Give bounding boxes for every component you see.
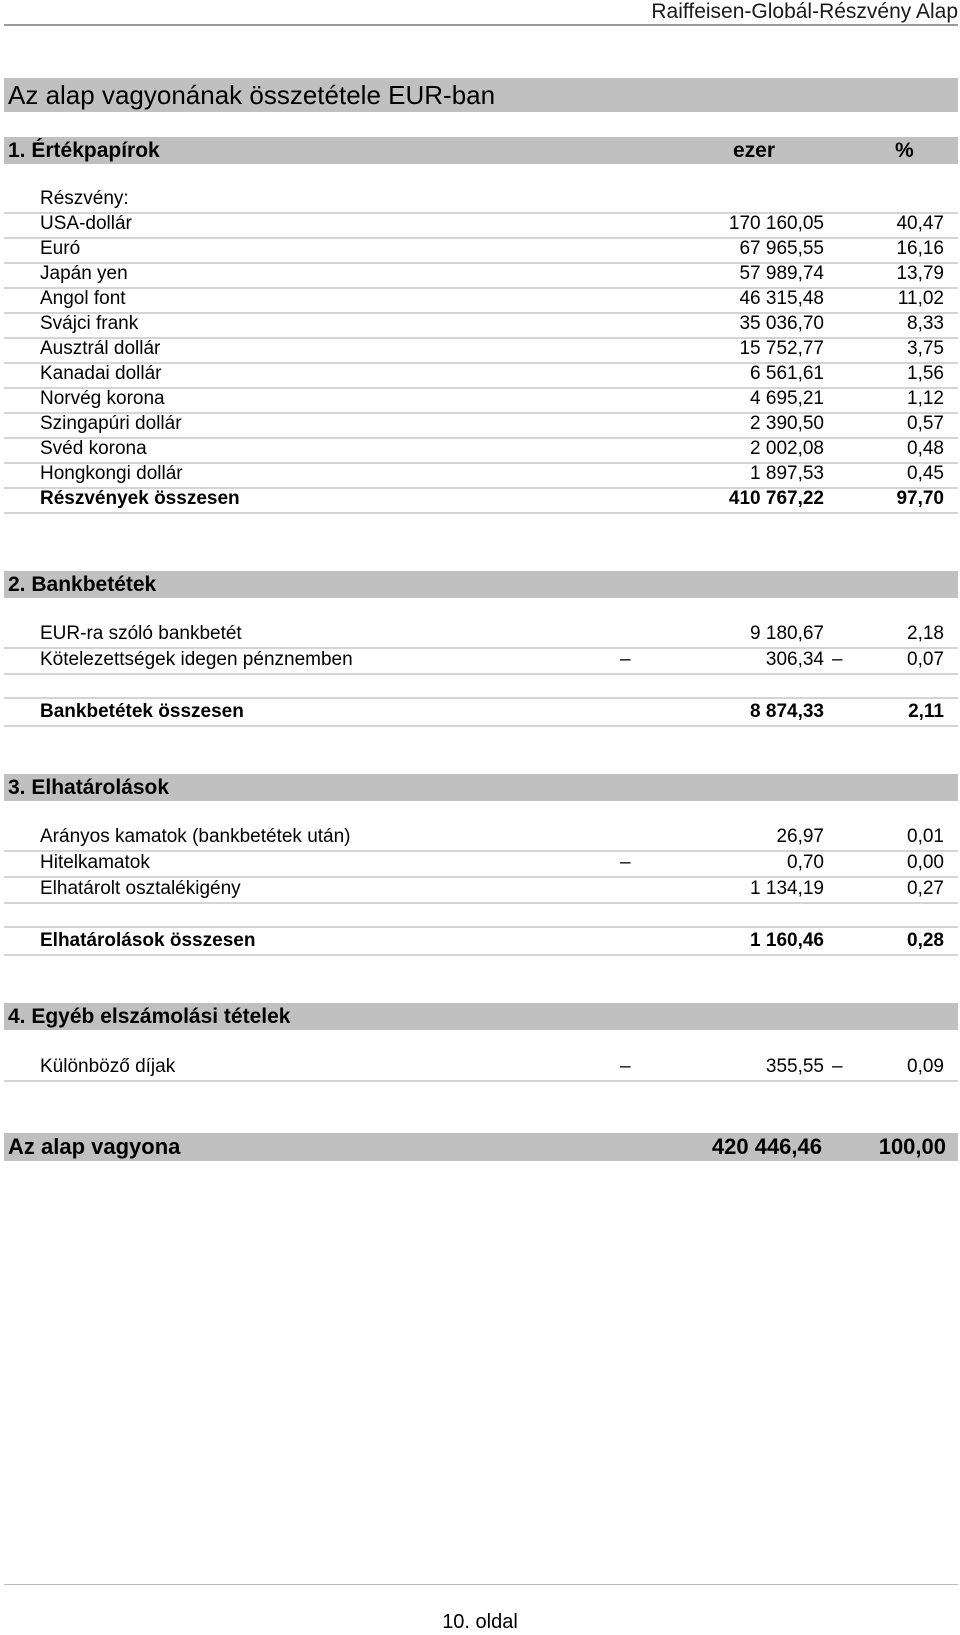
minus-sign-amount: – [620, 852, 631, 873]
total-label: Részvények összesen [40, 488, 240, 509]
total-label: Elhatárolások összesen [40, 930, 256, 951]
table-row [4, 311, 958, 339]
row-label: Japán yen [40, 263, 128, 284]
row-amount: 0,70 [787, 852, 824, 873]
row-amount: 9 180,67 [750, 623, 824, 644]
page-number: 10. oldal [442, 1611, 518, 1633]
row-label: Kötelezettségek idegen pénznemben [40, 649, 353, 670]
row-amount: 355,55 [765, 1056, 824, 1077]
section-header-accruals [4, 774, 958, 801]
main-title-band [4, 78, 958, 112]
row-amount: 57 989,74 [739, 263, 824, 284]
row-label: Svájci frank [40, 313, 139, 334]
row-amount: 306,34 [765, 649, 824, 670]
table-row [4, 1054, 958, 1082]
table-row [4, 850, 958, 878]
row-label: Euró [40, 238, 81, 259]
row-amount: 1 897,53 [750, 463, 824, 484]
row-percent: 1,12 [907, 388, 944, 409]
table-row [4, 436, 958, 464]
section-header-other-settlements [4, 1003, 958, 1030]
minus-sign-amount: – [620, 1056, 631, 1077]
row-label: Részvény: [40, 188, 129, 209]
row-percent: 11,02 [897, 288, 944, 309]
table-row [4, 876, 958, 904]
total-amount: 1 160,46 [750, 930, 824, 951]
table-row [4, 386, 958, 414]
row-amount: 1 134,19 [750, 878, 824, 899]
row-percent: 8,33 [907, 313, 944, 334]
table-row [4, 621, 958, 649]
row-amount: 15 752,77 [739, 338, 824, 359]
row-label: USA-dollár [40, 213, 132, 234]
row-amount: 26,97 [776, 826, 824, 847]
section-title: 1. Értékpapírok [8, 139, 160, 162]
minus-sign-percent: – [832, 649, 843, 670]
row-label: Svéd korona [40, 438, 147, 459]
row-label: EUR-ra szóló bankbetét [40, 623, 242, 644]
row-percent: 40,47 [896, 213, 944, 234]
section-title: 4. Egyéb elszámolási tételek [8, 1005, 291, 1028]
row-label: Hitelkamatok [40, 852, 150, 873]
section-title: 3. Elhatárolások [8, 776, 170, 799]
total-amount: 8 874,33 [750, 701, 824, 722]
total-percent: 97,70 [896, 488, 944, 509]
row-amount: 4 695,21 [750, 388, 824, 409]
total-row [4, 486, 958, 514]
table-row [4, 411, 958, 439]
fund-name-header: Raiffeisen-Globál-Részvény Alap [651, 0, 958, 23]
grand-total-band [4, 1133, 958, 1161]
row-percent: 0,27 [907, 878, 944, 899]
total-row [4, 928, 958, 956]
row-amount: 6 561,61 [750, 363, 824, 384]
row-amount: 170 160,05 [728, 213, 824, 234]
header-rule [4, 24, 958, 26]
row-label: Ausztrál dollár [40, 338, 161, 359]
table-row [4, 261, 958, 289]
table-row [4, 236, 958, 264]
row-amount: 67 965,55 [739, 238, 824, 259]
total-row [4, 699, 958, 727]
table-row [4, 361, 958, 389]
row-percent: 0,45 [907, 463, 944, 484]
table-row [4, 461, 958, 489]
row-percent: 0,07 [907, 649, 944, 670]
section-title: 2. Bankbetétek [8, 573, 157, 596]
row-percent: 3,75 [907, 338, 944, 359]
section-header-bank-deposits [4, 571, 958, 598]
grand-total-amount: 420 446,46 [711, 1134, 822, 1159]
row-label: Norvég korona [40, 388, 165, 409]
table-row [4, 336, 958, 364]
row-label: Hongkongi dollár [40, 463, 183, 484]
column-header-percent: % [895, 139, 914, 162]
grand-total-label: Az alap vagyona [8, 1134, 181, 1159]
column-header-amount: ezer [733, 139, 776, 162]
row-label: Szingapúri dollár [40, 413, 182, 434]
total-label: Bankbetétek összesen [40, 701, 244, 722]
row-percent: 0,09 [907, 1056, 944, 1077]
row-amount: 35 036,70 [739, 313, 824, 334]
table-row [4, 647, 958, 675]
table-row [4, 286, 958, 314]
row-amount: 46 315,48 [739, 288, 824, 309]
grand-total-percent: 100,00 [878, 1134, 946, 1159]
section-header-securities [4, 137, 958, 164]
row-percent: 0,00 [907, 852, 944, 873]
row-percent: 2,18 [907, 623, 944, 644]
row-percent: 0,57 [907, 413, 944, 434]
total-percent: 0,28 [907, 930, 944, 951]
row-percent: 0,01 [907, 826, 944, 847]
row-label: Kanadai dollár [40, 363, 162, 384]
row-amount: 2 002,08 [750, 438, 824, 459]
row-label: Arányos kamatok (bankbetétek után) [40, 826, 351, 847]
minus-sign-amount: – [620, 649, 631, 670]
row-label: Angol font [40, 288, 126, 309]
row-percent: 0,48 [907, 438, 944, 459]
row-amount: 2 390,50 [750, 413, 824, 434]
page-title: Az alap vagyonának összetétele EUR-ban [8, 80, 496, 110]
row-label: Elhatárolt osztalékigény [40, 878, 241, 899]
row-percent: 1,56 [907, 363, 944, 384]
table-row [4, 211, 958, 239]
row-percent: 13,79 [896, 263, 944, 284]
footer-rule [4, 1584, 958, 1585]
table-row [4, 824, 958, 852]
row-label: Különböző díjak [40, 1056, 176, 1077]
total-percent: 2,11 [908, 701, 944, 722]
total-amount: 410 767,22 [728, 488, 824, 509]
subheading-row [4, 186, 958, 214]
minus-sign-percent: – [832, 1056, 843, 1077]
row-percent: 16,16 [896, 238, 944, 259]
